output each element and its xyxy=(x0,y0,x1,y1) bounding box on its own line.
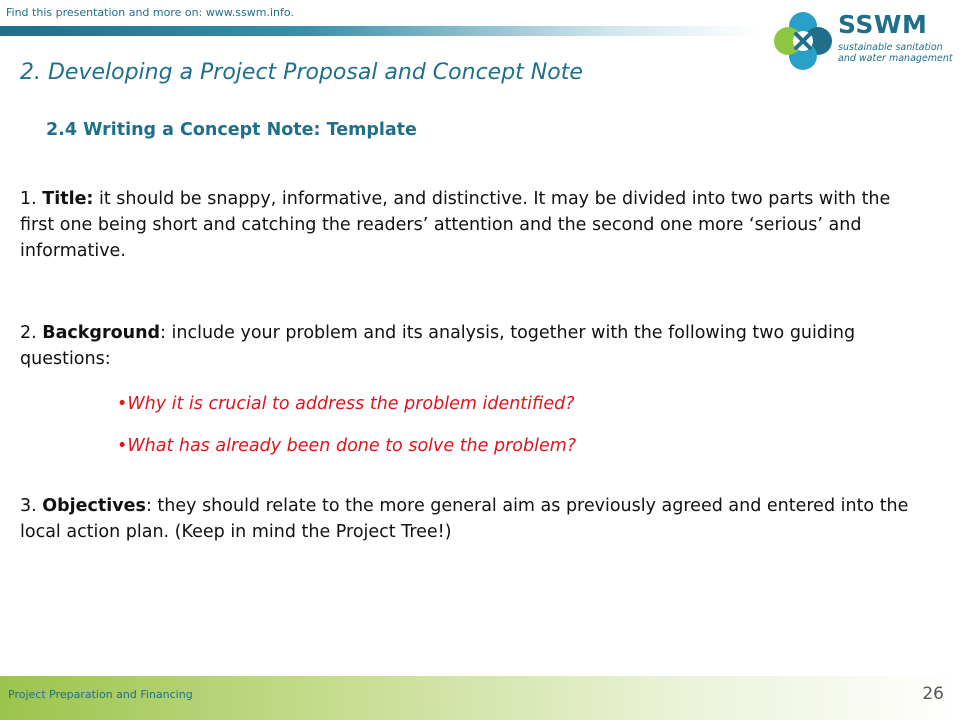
item-objectives-text: : they should relate to the more general aim as previously agreed and entered into the local action plan. (Keep in mind the Project Tree!) xyxy=(20,496,909,542)
item-title-number: 1. xyxy=(20,189,43,209)
bullet-icon: • xyxy=(117,436,128,456)
item-objectives-term: Objectives xyxy=(42,496,146,516)
item-background xyxy=(20,320,915,372)
bullet-icon: • xyxy=(117,394,128,414)
item-background-term: Background xyxy=(42,323,161,343)
logo-wordmark: SSWM xyxy=(838,10,928,39)
guiding-question-1 xyxy=(117,394,575,414)
item-title xyxy=(20,186,915,264)
header-bar xyxy=(0,26,760,36)
guiding-question-2 xyxy=(117,436,576,456)
credit-prefix: Find this presentation and more on: xyxy=(6,6,206,19)
item-background-number: 2. xyxy=(20,323,43,343)
footer-course-label: Project Preparation and Financing xyxy=(8,688,193,701)
tagline-line-1: sustainable sanitation xyxy=(838,42,943,53)
item-title-term: Title: xyxy=(42,189,94,209)
guiding-question-1-text: Why it is crucial to address the problem identified? xyxy=(127,394,575,414)
guiding-question-2-text: What has already been done to solve the problem? xyxy=(127,436,577,456)
slide-title: 2. Developing a Project Proposal and Concept Note xyxy=(20,60,583,85)
tagline-line-2: and water management xyxy=(838,53,953,64)
item-background-text: : include your problem and its analysis, together with the following two guiding questions: xyxy=(20,323,856,369)
sswm-logo xyxy=(772,8,952,74)
item-objectives-number: 3. xyxy=(20,496,43,516)
sswm-emblem-icon xyxy=(772,10,834,72)
item-title-text: it should be snappy, informative, and distinctive. It may be divided into two parts with the first one being short and catching the readers’ attention and the second one more ‘serious’ and informative. xyxy=(20,189,891,261)
presentation-credit xyxy=(6,6,294,19)
item-objectives xyxy=(20,493,915,545)
credit-link[interactable]: www.sswm.info. xyxy=(205,6,294,19)
page-number: 26 xyxy=(922,684,944,704)
logo-tagline xyxy=(838,42,958,64)
slide-subtitle: 2.4 Writing a Concept Note: Template xyxy=(46,120,417,140)
